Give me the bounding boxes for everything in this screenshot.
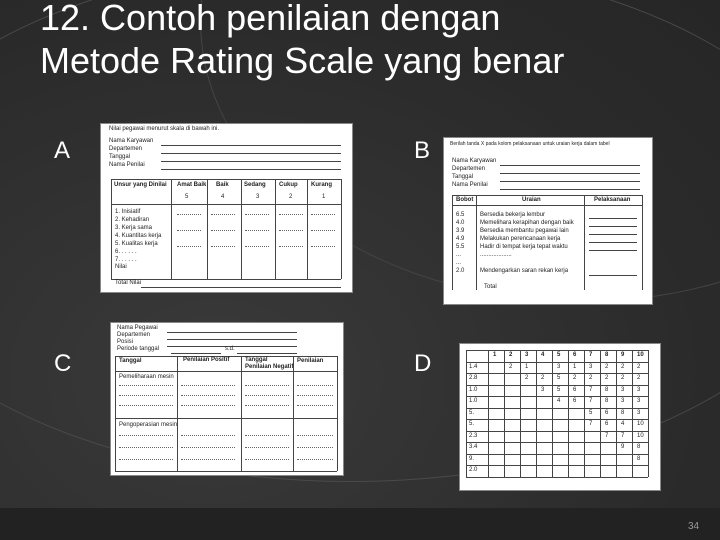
grid-cell: 2 (589, 375, 593, 381)
col-head: Penilaian (297, 358, 324, 364)
grid-header-cell: 2 (509, 352, 513, 358)
nilai-label: Nilai (115, 264, 127, 270)
grid-line (504, 350, 505, 477)
label-d: D (414, 350, 432, 377)
footer-band (0, 508, 720, 540)
grid-cell: 2 (621, 363, 625, 370)
grid-cell: 5. (469, 421, 475, 427)
duty: Hadir di tempat kerja tepat waktu (480, 244, 568, 250)
grid-cell: 1.0 (469, 386, 478, 393)
form-c-field: Periode tanggal (117, 346, 160, 352)
grid-cell: 2.3 (469, 432, 478, 439)
grid-line (466, 431, 648, 432)
score: 3 (256, 194, 260, 200)
grid-cell: 1.0 (469, 398, 478, 404)
grid-cell: 2.0 (469, 467, 478, 473)
item: 7. . . . . . (115, 257, 137, 263)
grid-line (466, 385, 648, 386)
grid-cell: 6 (605, 421, 609, 427)
form-b (443, 137, 653, 305)
grid-cell: 10 (637, 421, 644, 427)
grid-line (466, 373, 648, 374)
form-a-header: Nilai pegawai menurut skala di bawah ini. (109, 126, 220, 132)
weight: 4.0 (456, 220, 465, 226)
score: 5 (185, 194, 189, 200)
grid-line (584, 350, 585, 477)
grid-header-cell: 8 (605, 352, 609, 358)
form-b-header: Berilah tanda X pada kolom pelaksanaan untuk uraian kerja dalam tabel (450, 141, 610, 147)
grid-cell: 6 (573, 386, 577, 393)
grid-cell: 7 (589, 398, 593, 404)
grid-line (466, 454, 648, 455)
form-a-field: Nama Karyawan (109, 138, 154, 144)
item: 5. Kualitas kerja (115, 241, 158, 247)
total-label: Total Nilai (115, 280, 142, 286)
form-b-field: Tanggal (452, 174, 474, 180)
col-head: Penilaian Positif (183, 357, 230, 363)
item: 6. . . . . . (115, 249, 137, 255)
grid-header-cell: 4 (541, 352, 545, 358)
grid-line (466, 350, 648, 351)
grid-cell: 5 (557, 386, 561, 393)
grid-cell: 8 (637, 455, 641, 462)
weight: ... (456, 252, 462, 258)
form-c (110, 322, 344, 476)
grid-cell: 2 (525, 375, 529, 381)
col-head: Uraian (522, 197, 541, 203)
grid-cell: 2.8 (469, 375, 478, 381)
weight: 6.5 (456, 212, 465, 218)
label-a: A (54, 137, 71, 164)
score: 1 (322, 194, 326, 200)
form-b-field: Nama Karyawan (452, 158, 497, 164)
item: 4. Kuantitas kerja (115, 233, 162, 239)
grid-cell: 9. (469, 455, 475, 462)
form-a-field: Departemen (109, 146, 143, 152)
grid-cell: 6 (573, 398, 577, 404)
grid-cell: 3 (637, 398, 641, 404)
grid-cell: 2 (509, 363, 513, 370)
grid-header-cell: 1 (493, 352, 497, 358)
grid-cell: 2 (637, 375, 641, 381)
grid-line (552, 350, 553, 477)
score: 4 (221, 194, 225, 200)
slide-title: 12. Contoh penilaian dengan Metode Rating Scale yang benar (40, 0, 565, 81)
form-a-field: Tanggal (109, 154, 131, 160)
grid-cell: 2 (621, 375, 625, 381)
grid-line (466, 442, 648, 443)
col-head: Cukup (279, 182, 298, 188)
form-d (459, 343, 661, 491)
grid-cell: 3.4 (469, 444, 478, 450)
grid-cell: 3 (589, 363, 593, 370)
grid-cell: 5. (469, 409, 475, 416)
col-head: Kurang (311, 182, 332, 188)
form-c-field: Nama Pegawai (117, 325, 158, 331)
grid-cell: 3 (541, 386, 545, 393)
score: 2 (289, 194, 293, 200)
grid-cell: 4 (621, 421, 625, 427)
page-number: 34 (688, 521, 700, 532)
weight: 4.9 (456, 236, 465, 242)
grid-cell: 7 (589, 421, 593, 427)
duty: Bersedia bekerja lembur (480, 212, 546, 218)
form-c-field: Posisi (117, 339, 134, 345)
grid-header-cell: 5 (557, 352, 561, 358)
duty: Melakukan perencanaan kerja (480, 236, 561, 242)
grid-line (536, 350, 537, 477)
section-label: Pengoperasian mesin (119, 422, 178, 428)
grid-cell: 3 (557, 363, 561, 370)
duty: Mendengarkan saran rekan kerja (480, 268, 569, 274)
grid-cell: 7 (605, 432, 609, 439)
grid-cell: 3 (637, 386, 641, 393)
grid-cell: 6 (605, 409, 609, 416)
grid-cell: 8 (605, 386, 609, 393)
col-head: Penilaian Negatif (245, 364, 294, 370)
grid-line (466, 419, 648, 420)
grid-cell: 7 (589, 386, 593, 393)
grid-cell: 1 (573, 363, 577, 370)
item: 1. Inisiatif (115, 209, 141, 215)
grid-line (568, 350, 569, 477)
grid-cell: 1.4 (469, 363, 478, 370)
col-head: Pelaksanaan (594, 197, 631, 203)
form-b-field: Departemen (452, 166, 486, 172)
grid-line (488, 350, 489, 477)
grid-line (632, 350, 633, 477)
grid-line (466, 362, 648, 363)
grid-cell: 3 (621, 386, 625, 393)
period-sep: s.d. (225, 346, 235, 352)
grid-line (466, 477, 648, 478)
grid-cell: 5 (557, 375, 561, 381)
grid-cell: 4 (557, 398, 561, 404)
grid-line (616, 350, 617, 477)
col-head: Tanggal (119, 358, 142, 364)
label-c: C (54, 350, 72, 377)
weight: 2.0 (456, 268, 465, 274)
total-label: Total (484, 284, 497, 290)
duty: Memelihara kerapihan dengan baik (480, 220, 574, 226)
form-a-field: Nama Penilai (109, 162, 145, 168)
col-head: Amat Baik (177, 182, 207, 188)
grid-header-cell: 10 (637, 352, 644, 358)
col-head: Tanggal (245, 357, 268, 363)
item: 2. Kehadiran (115, 217, 150, 223)
grid-line (600, 350, 601, 477)
weight: 5.5 (456, 244, 465, 250)
duty: ................... (480, 252, 512, 258)
grid-header-cell: 7 (589, 352, 593, 358)
grid-line (466, 408, 648, 409)
form-c-field: Departemen (117, 332, 151, 338)
grid-cell: 2 (605, 363, 609, 370)
grid-cell: 1 (525, 363, 529, 370)
item: 3. Kerja sama (115, 225, 153, 231)
grid-cell: 2 (637, 363, 641, 370)
col-head: Bobot (456, 197, 474, 203)
label-b: B (414, 137, 431, 164)
grid-line (466, 465, 648, 466)
grid-line (466, 350, 467, 477)
col-head: Unsur yang Dinilai (114, 182, 167, 188)
grid-cell: 8 (605, 398, 609, 404)
grid-header-cell: 9 (621, 352, 625, 358)
section-label: Pemeliharaan mesin (119, 374, 174, 380)
grid-cell: 7 (621, 432, 625, 439)
grid-header-cell: 6 (573, 352, 577, 358)
grid-cell: 3 (621, 398, 625, 404)
grid-line (648, 350, 649, 477)
col-head: Baik (216, 182, 229, 188)
grid-line (466, 396, 648, 397)
grid-cell: 8 (621, 409, 625, 416)
col-head: Sedang (244, 182, 266, 188)
grid-cell: 3 (637, 409, 641, 416)
grid-header-cell: 3 (525, 352, 529, 358)
grid-cell: 5 (589, 409, 593, 416)
grid-cell: 2 (573, 375, 577, 381)
form-b-field: Nama Penilai (452, 182, 488, 188)
grid-cell: 2 (605, 375, 609, 381)
duty: Bersedia membantu pegawai lain (480, 228, 569, 234)
grid-cell: 10 (637, 432, 644, 439)
weight: 3.9 (456, 228, 465, 234)
grid-line (520, 350, 521, 477)
form-a (100, 123, 353, 293)
grid-cell: 9 (621, 444, 625, 450)
grid-cell: 8 (637, 444, 641, 450)
weight: ... (456, 260, 462, 266)
grid-cell: 2 (541, 375, 545, 381)
